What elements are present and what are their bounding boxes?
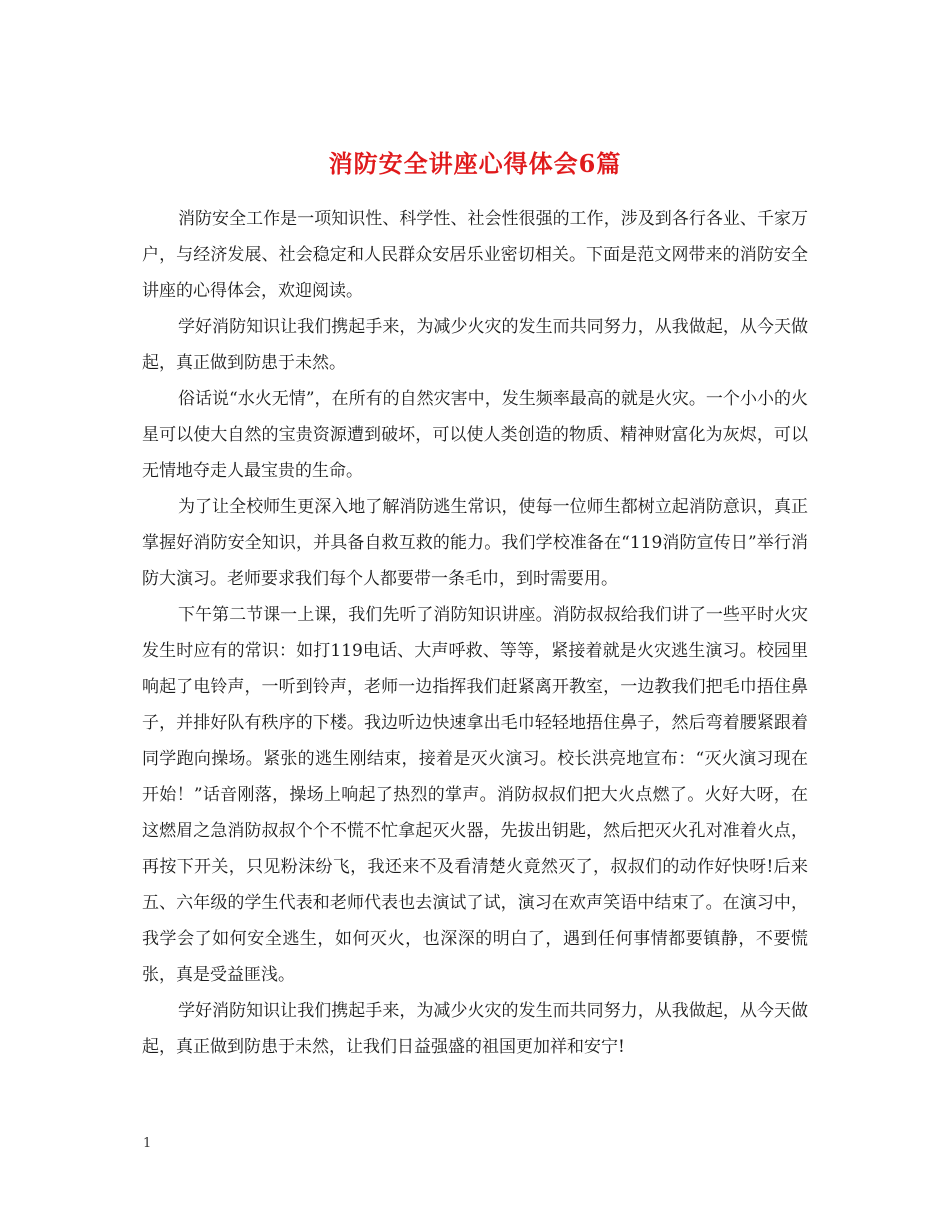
paragraph-intro: 消防安全工作是一项知识性、科学性、社会性很强的工作，涉及到各行各业、千家万户，与经济发展、社会稳定和人民群众安居乐业密切相关。下面是范文网带来的消防安全讲座的心得体会，欢迎阅读。: [142, 209, 808, 301]
document-body: [142, 201, 808, 1065]
document-title: 消防安全讲座心得体会6篇: [328, 149, 622, 179]
paragraph-proverb: 俗话说“水火无情”，在所有的自然灾害中，发生频率最高的就是火灾。一个小小的火星可以使大自然的宝贵资源遭到破坏，可以使人类创造的物质、精神财富化为灰烬，可以无情地夺走人最宝贵的生命。: [142, 389, 808, 481]
paragraph-call-to-action: 学好消防知识让我们携起手来，为减少火灾的发生而共同努力，从我做起，从今天做起，真正做到防患于未然。: [142, 317, 808, 373]
paragraph-drill-preparation: 为了让全校师生更深入地了解消防逃生常识，使每一位师生都树立起消防意识，真正掌握好消防安全知识，并具备自救互救的能力。我们学校准备在“119消防宣传日”举行消防大演习。老师要求我们每个人都要带一条毛巾，到时需要用。: [142, 497, 808, 589]
page-number: 1: [143, 1136, 152, 1151]
paragraph-conclusion: 学好消防知识让我们携起手来，为减少火灾的发生而共同努力，从我做起，从今天做起，真正做到防患于未然，让我们日益强盛的祖国更加祥和安宁!: [142, 1001, 808, 1057]
paragraph-drill-narrative: 下午第二节课一上课，我们先听了消防知识讲座。消防叔叔给我们讲了一些平时火灾发生时应有的常识：如打119电话、大声呼救、等等，紧接着就是火灾逃生演习。校园里响起了电铃声，一听到铃声，老师一边指挥我们赶紧离开教室，一边教我们把毛巾捂住鼻子，并排好队有秩序的下楼。我边听边快速拿出毛巾轻轻地捂住鼻子，然后弯着腰紧跟着同学跑向操场。紧张的逃生刚结束，接着是灭火演习。校长洪亮地宣布：“灭火演习现在开始！”话音刚落，操场上响起了热烈的掌声。消防叔叔们把大火点燃了。火好大呀，在这燃眉之急消防叔叔个个不慌不忙拿起灭火器，先拔出钥匙，然后把灭火孔对准着火点，再按下开关，只见粉沫纷飞，我还来不及看清楚火竟然灭了，叔叔们的动作好快呀!后来五、六年级的学生代表和老师代表也去演试了试，演习在欢声笑语中结束了。在演习中，我学会了如何安全逃生，如何灭火，也深深的明白了，遇到任何事情都要镇静，不要慌张，真是受益匪浅。: [142, 605, 808, 985]
